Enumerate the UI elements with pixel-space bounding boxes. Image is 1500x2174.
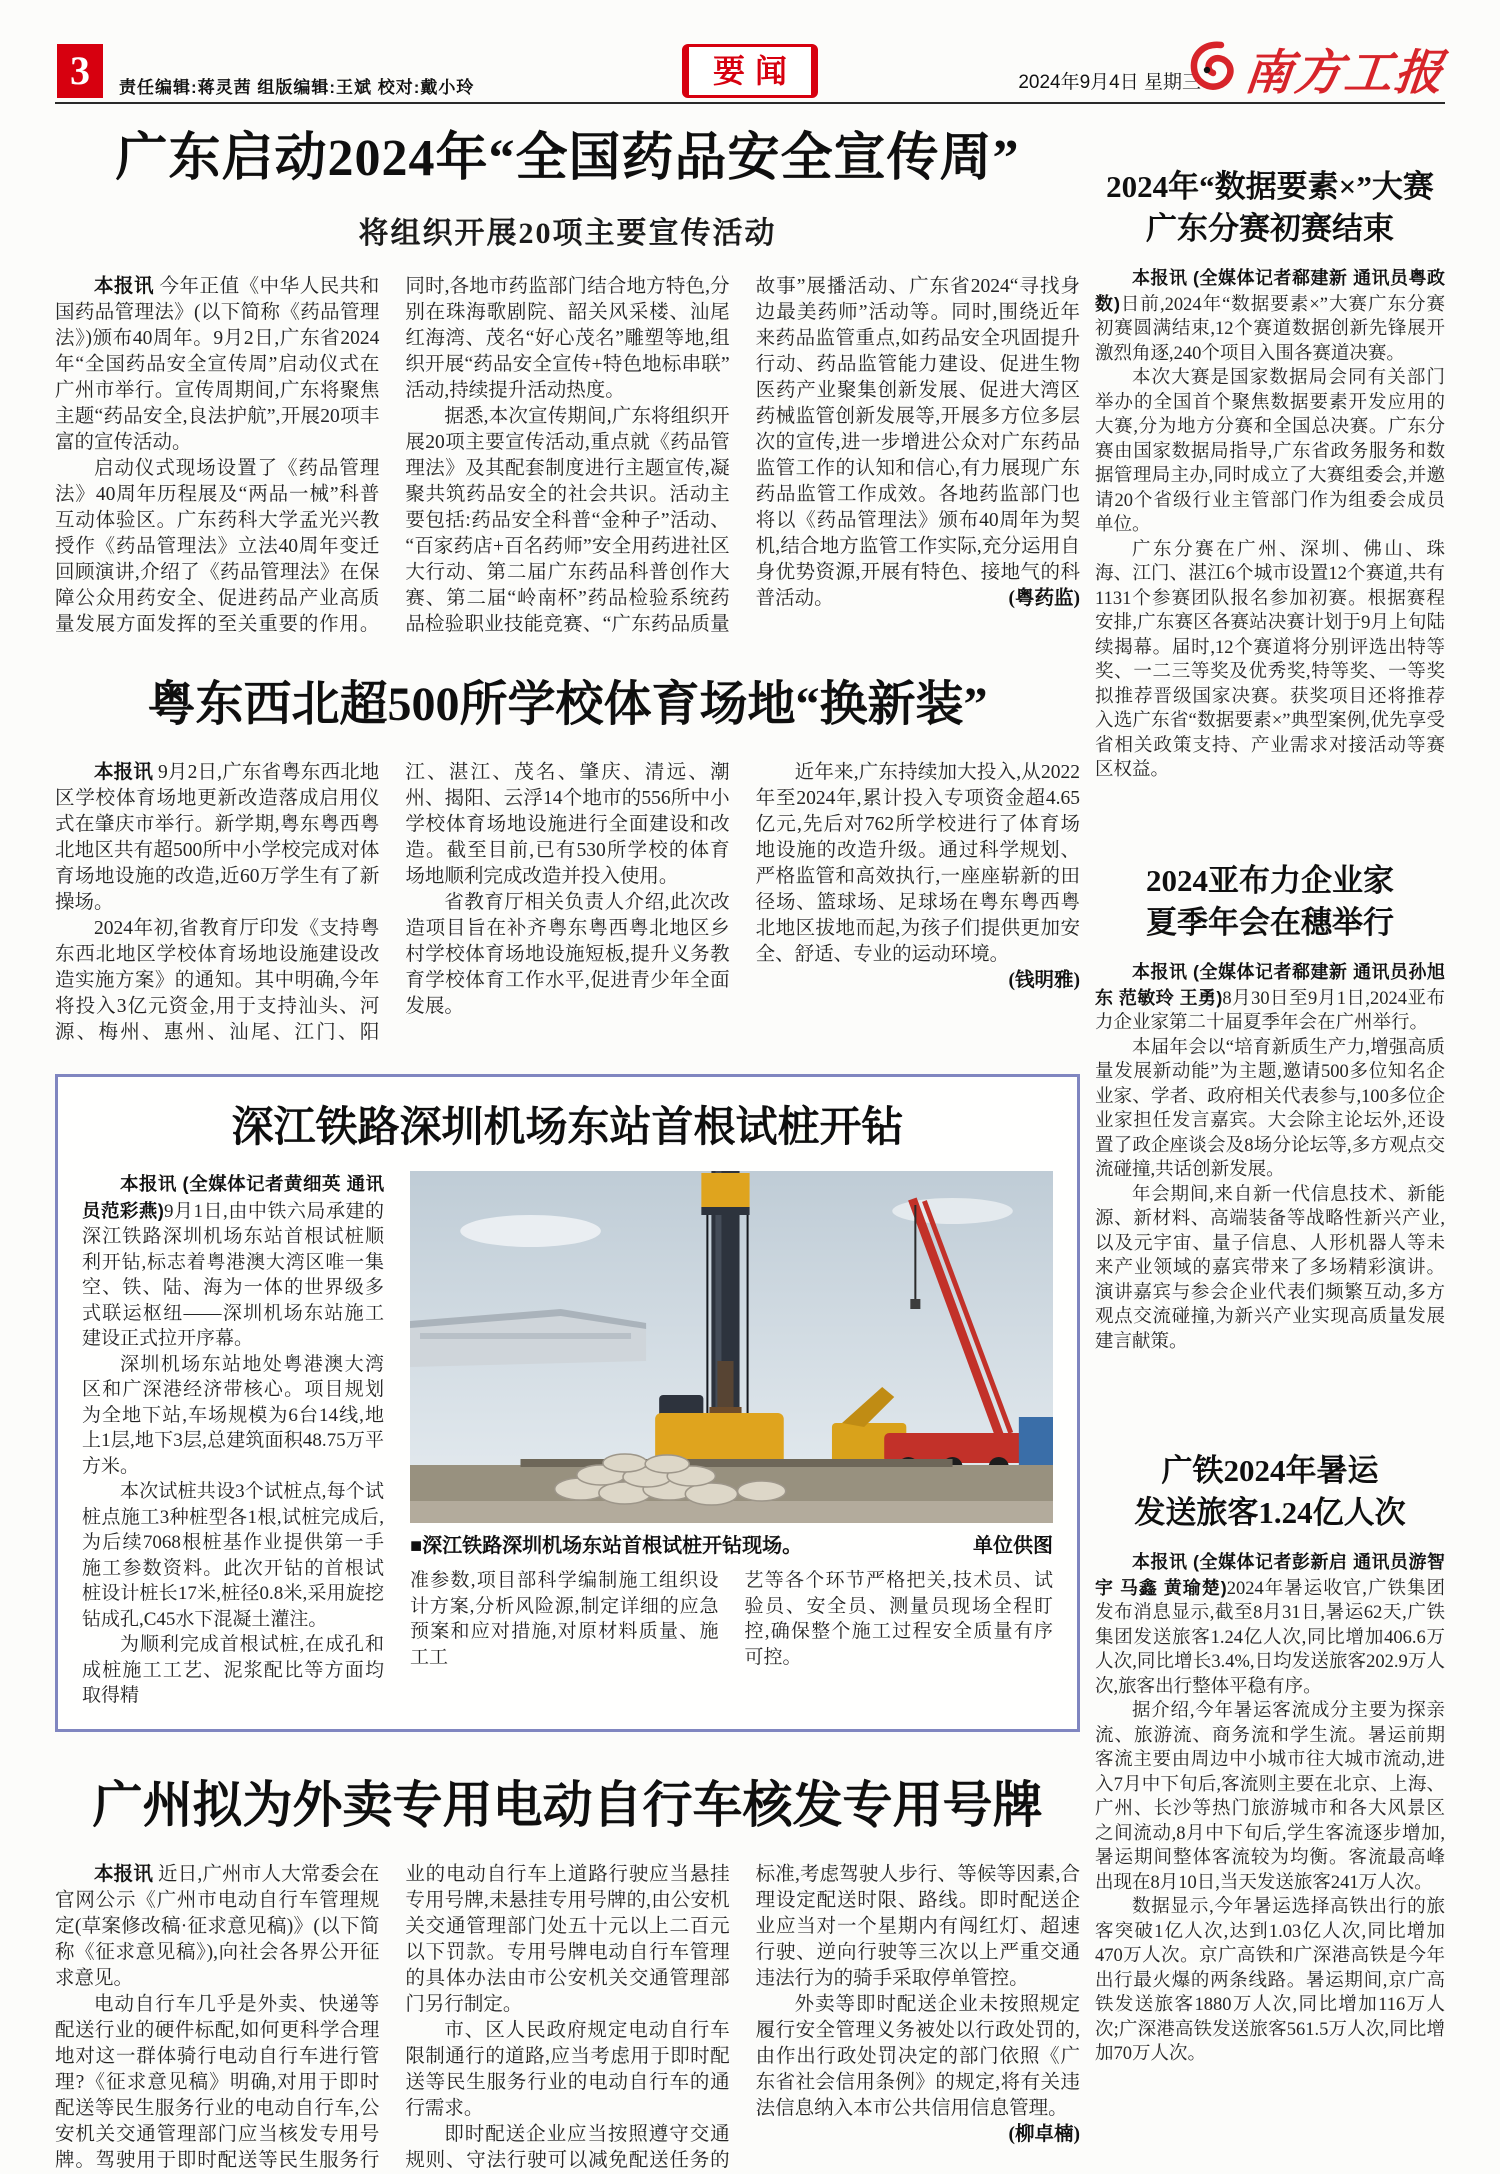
- sidebar-article-data-contest: [1095, 166, 1445, 783]
- article3-left-column: [82, 1171, 384, 1709]
- article4-body: [55, 1862, 1080, 2174]
- article-shenjiang-railway-box: [55, 1074, 1080, 1732]
- section-badge: 要闻: [682, 44, 818, 98]
- issue-date: 2024年9月4日 星期三: [1018, 72, 1201, 93]
- article3-bottom-col1: 准参数,项目部科学编制施工组织设计方案,分析风险源,制定详细的应急预案和应对措施,对原材料质量、施工工: [410, 1570, 719, 1668]
- article1-subhead: 将组织开展20项主要宣传活动: [358, 217, 777, 250]
- paragraph: 深圳机场东站地处粤港澳大湾区和广深港经济带核心。项目规划为全地下站,车场规模为6台14线,地上1层,地下3层,总建筑面积48.75万平方米。: [82, 1353, 384, 1477]
- paragraph: 本报讯 近日,广州市人大常委会在官网公示《广州市电动自行车管理规定(草案修改稿·征求意见稿)》(以下简称《征求意见稿》),向社会各界公开征求意见。: [55, 1863, 380, 1989]
- sidebar-article-railway-summer: [1095, 1450, 1445, 2067]
- paragraph: 本次大赛是国家数据局会同有关部门举办的全国首个聚焦数据要素开发应用的大赛,分为地方分赛和全国总决赛。广东分赛由国家数据局指导,广东省政务服务和数据管理局主办,同时成立了大赛组委会,并邀请20个省级行业主管部门作为组委会成员单位。: [1095, 368, 1445, 535]
- paragraph: 据介绍,今年暑运客流成分主要为探亲流、旅游流、商务流和学生流。暑运前期客流主要由周边中小城市往大城市流动,进入7月中下旬后,客流则主要在北京、上海、广州、长沙等热门旅游城市和各大风景区之间流动,8月中下旬后,学生客流逐步增加,暑运期间整体客流较为均衡。客流最高峰出现在8月10日,当天发送旅客241万人次。: [1095, 1701, 1445, 1893]
- article4-headline: 广州拟为外卖专用电动自行车核发专用号牌: [92, 1776, 1043, 1833]
- article1-attribution: (粤药监): [1008, 588, 1080, 609]
- article3-bottom-col2: 艺等各个环节严格把关,技术员、试验员、安全员、测量员现场全程盯控,确保整个施工过程安全质量有序可控。: [744, 1570, 1053, 1668]
- paragraph: 市、区人民政府规定电动自行车限制通行的道路,应当考虑用于即时配送等民生服务行业的电动自行车的通行需求。: [405, 2019, 730, 2119]
- paragraph: 本报讯 (全媒体记者郗建新 通讯员粤政数)日前,2024年“数据要素×”大赛广东分赛初赛圆满结束,12个赛道数据创新先锋展开激烈角逐,240个项目入围各赛道决赛。: [1095, 268, 1445, 364]
- page-header: [55, 40, 1448, 100]
- article2-attribution: (钱明雅): [1008, 970, 1080, 991]
- paragraph: 本报讯 9月2日,广东省粤东西北地区学校体育场地更新改造落成启用仪式在肇庆市举行。新学期,粤东粤西粤北地区共有超500所中小学校完成对体育场地设施的改造,近60万学生有了新操场。: [55, 762, 380, 913]
- paragraph: 广东分赛在广州、深圳、佛山、珠海、江门、湛江6个城市设置12个赛道,共有1131个参赛团队报名参加初赛。根据赛程安排,广东赛区各赛站决赛计划于9月上旬陆续揭幕。届时,12个赛道将分别评选出特等奖、一二三等奖及优秀奖,特等奖、一等奖拟推荐晋级国家决赛。获奖项目还将推荐入选广东省“数据要素×”典型案例,优先享受省相关政策支持、产业需求对接活动等赛区权益。: [1095, 539, 1445, 780]
- article1-body: [55, 274, 1080, 638]
- editors-line: 责任编辑:蒋灵茜 组版编辑:王斌 校对:戴小玲: [119, 78, 475, 97]
- article2-body: [55, 760, 1080, 1046]
- article-ebike-plates: [55, 1770, 1080, 2174]
- paragraph: 启动仪式现场设置了《药品管理法》40周年历程展及“两品一械”科普互动体验区。广东药科大学孟光兴教授作《药品管理法》立法40周年变迁回顾演讲,介绍了《药品管理法》在保障公众用药安全、促进药品产业高质量发展方面发挥的至关重要的作用。同时,各地市药监部门结合地方特色,分别在珠海歌剧院、韶关风采楼、汕尾红海湾、茂名“好心茂名”雕塑等地,组织开展“药品安全宣传+特色地标串联”活动,持续提升活动热度。: [55, 276, 730, 635]
- article4-attribution: (柳卓楠): [1008, 2123, 1080, 2145]
- sidebar2-title: 2024亚布力企业家 夏季年会在穗举行: [1146, 863, 1394, 940]
- article1-headline: 广东启动2024年“全国药品安全宣传周”: [115, 130, 1020, 187]
- paragraph: 本报讯 (全媒体记者彭新启 通讯员游智宇 马鑫 黄瑜楚)2024年暑运收官,广铁集团发布消息显示,截至8月31日,暑运62天,广铁集团发送旅客1.24亿人次,同比增加406.6万人次,同比增长3.4%,日均发送旅客202.9万人次,旅客出行整体平稳有序。: [1095, 1552, 1445, 1697]
- main-column: [55, 100, 1080, 2174]
- paragraph: 数据显示,今年暑运选择高铁出行的旅客突破1亿人次,达到1.03亿人次,同比增加470万人次。京广高铁和广深港高铁是今年出行最火爆的两条线路。暑运期间,京广高铁发送旅客1880万人次,同比增加116万人次;广深港高铁发送旅客561.5万人次,同比增加70万人次。: [1095, 1897, 1445, 2064]
- paragraph: 电动自行车几乎是外卖、快递等配送行业的硬件标配,如何更科学合理地对这一群体骑行电动自行车进行管理?《征求意见稿》明确,对用于即时配送等民生服务行业的电动自行车,公安机关交通管理部门应当核发专用号牌。驾驶用于即时配送等民生服务行业的电动自行车上道路行驶应当悬挂专用号牌,未悬挂专用号牌的,由公安机关交通管理部门处五十元以上二百元以下罚款。专用号牌电动自行车管理的具体办法由市公安机关交通管理部门另行制定。: [55, 1863, 730, 2171]
- paragraph: 2024年初,省教育厅印发《支持粤东西北地区学校体育场地设施建设改造实施方案》的通知。其中明确,今年将投入3亿元资金,用于支持汕头、河源、梅州、惠州、汕尾、江门、阳江、湛江、茂名、肇庆、清远、潮州、揭阳、云浮14个地市的556所中小学校体育场地设施进行全面建设和改造。截至目前,已有530所学校的体育场地顺利完成改造并投入使用。: [55, 762, 730, 1043]
- masthead-swirl-icon: [1187, 39, 1241, 98]
- sidebar-article-yabuli-forum: [1095, 860, 1445, 1354]
- photo-credit: 单位供图: [973, 1535, 1053, 1557]
- paragraph: 省教育厅相关负责人介绍,此次改造项目旨在补齐粤东粤西粤北地区乡村学校体育场地设施短板,提升义务教育学校体育工作水平,促进青少年全面发展。: [405, 892, 730, 1017]
- sidebar1-body: [1095, 266, 1445, 783]
- article-school-sports-grounds: [55, 672, 1080, 1046]
- page-number: 3: [57, 44, 103, 98]
- paragraph: 即时配送企业应当按照遵守交通规则、守法行驶可以减免配送任务的标准,考虑驾驶人步行、等候等因素,合理设定配送时限、路线。即时配送企业应当对一个星期内有闯红灯、超速行驶、逆向行驶等三次以上严重交通违法行为的骑手采取停单管控。: [405, 1863, 1080, 2171]
- sidebar3-title: 广铁2024年暑运 发送旅客1.24亿人次: [1134, 1453, 1406, 1530]
- sidebar2-body: [1095, 960, 1445, 1354]
- paragraph: 外卖等即时配送企业未按照规定履行安全管理义务被处以行政处罚的,由作出行政处罚决定的部门依照《广东省社会信用条例》的规定,将有关违法信息纳入本市公共信用信息管理。 (柳卓楠): [756, 1992, 1080, 2122]
- article3-photo: [410, 1171, 1053, 1523]
- article2-headline: 粤东西北超500所学校体育场地“换新装”: [147, 678, 988, 731]
- sidebar1-title: 2024年“数据要素×”大赛 广东分赛初赛结束: [1106, 169, 1434, 246]
- paragraph: 据悉,本次宣传期间,广东将组织开展20项主要宣传活动,重点就《药品管理法》及其配套制度进行主题宣传,凝聚共筑药品安全的社会共识。活动主要包括:药品安全科普“金种子”活动、“百家药店+百名药师”安全用药进社区大行动、第二届广东药品科普创作大赛、第二届“岭南杯”药品检验系统药品检验职业技能竞赛、“广东药品质量故事”展播活动、广东省2024“寻找身边最美药师”活动等。同时,围绕近年来药品监管重点,如药品安全巩固提升行动、药品监管能力建设、促进生物医药产业聚集创新发展、促进大湾区药械监管创新发展等,开展多方位多层次的宣传,进一步增进公众对广东药品监管工作的认知和信心,有力展现广东药品监管工作成效。各地药监部门也将以《药品管理法》颁布40周年为契机,结合地方监管工作实际,充分运用自身优势资源,开展有特色、接地气的科普活动。 (粤药监): [405, 276, 1080, 635]
- paragraph: 本报讯 (全媒体记者黄细英 通讯员范彩燕)9月1日,由中铁六局承建的深江铁路深圳机场东站首根试桩顺利开钻,标志着粤港澳大湾区唯一集空、铁、陆、海为一体的世界级多式联运枢纽——深圳机场东站施工建设正式拉开序幕。: [82, 1173, 384, 1349]
- paragraph: 年会期间,来自新一代信息技术、新能源、新材料、高端装备等战略性新兴产业,以及元宇宙、量子信息、人形机器人等未来产业领域的嘉宾带来了多场精彩演讲。演讲嘉宾与参会企业代表们频繁互动,多方观点交流碰撞,为新兴产业实现高质量发展建言献策。: [1095, 1184, 1445, 1352]
- paragraph: 本次试桩共设3个试桩点,每个试桩点施工3种桩型各1根,试桩完成后,为后续7068根桩基作业提供第一手施工参数资料。此次开钻的首根试桩设计桩长17米,桩径0.8米,采用旋挖钻成孔,C45水下混凝土灌注。: [82, 1481, 384, 1630]
- masthead-title: 南方工报: [1241, 47, 1448, 100]
- sidebar3-body: [1095, 1550, 1445, 2067]
- paragraph: 本报讯 (全媒体记者郗建新 通讯员孙旭东 范敏玲 王勇)8月30日至9月1日,2024亚布力企业家第二十届夏季年会在广州举行。: [1095, 962, 1445, 1033]
- photo-caption: ■深江铁路深圳机场东站首根试桩开钻现场。: [410, 1535, 803, 1557]
- sidebar-column: [1095, 100, 1445, 2117]
- article3-headline: 深江铁路深圳机场东站首根试桩开钻: [231, 1105, 904, 1151]
- paragraph: 为顺利完成首根试桩,在成孔和成桩施工工艺、泥浆配比等方面均取得精: [82, 1634, 384, 1706]
- masthead: [1187, 34, 1448, 103]
- paragraph: 本报讯 今年正值《中华人民共和国药品管理法》(以下简称《药品管理法》)颁布40周年。9月2日,广东省2024年“全国药品安全宣传周”启动仪式在广州市举行。宣传周期间,广东将聚焦主题“药品安全,良法护航”,开展20项丰富的宣传活动。: [55, 276, 380, 453]
- article-drug-safety-week: [55, 122, 1080, 638]
- paragraph: 本届年会以“培育新质生产力,增强高质量发展新动能”为主题,邀请500多位知名企业家、学者、政府相关代表参与,100多位企业家担任发言嘉宾。大会除主论坛外,还设置了政企座谈会及8场分论坛等,多方观点交流碰撞,共话创新发展。: [1095, 1037, 1445, 1180]
- paragraph: 近年来,广东持续加大投入,从2022年至2024年,累计投入专项资金超4.65亿元,先后对762所学校进行了体育场地设施的改造升级。通过科学规划、严格监管和高效执行,一座座崭新的田径场、篮球场、足球场在粤东粤西粤北地区拔地而起,为孩子们提供更加安全、舒适、专业的运动环境。 (钱明雅): [756, 760, 1080, 968]
- article3-bottom-columns: [410, 1568, 1053, 1670]
